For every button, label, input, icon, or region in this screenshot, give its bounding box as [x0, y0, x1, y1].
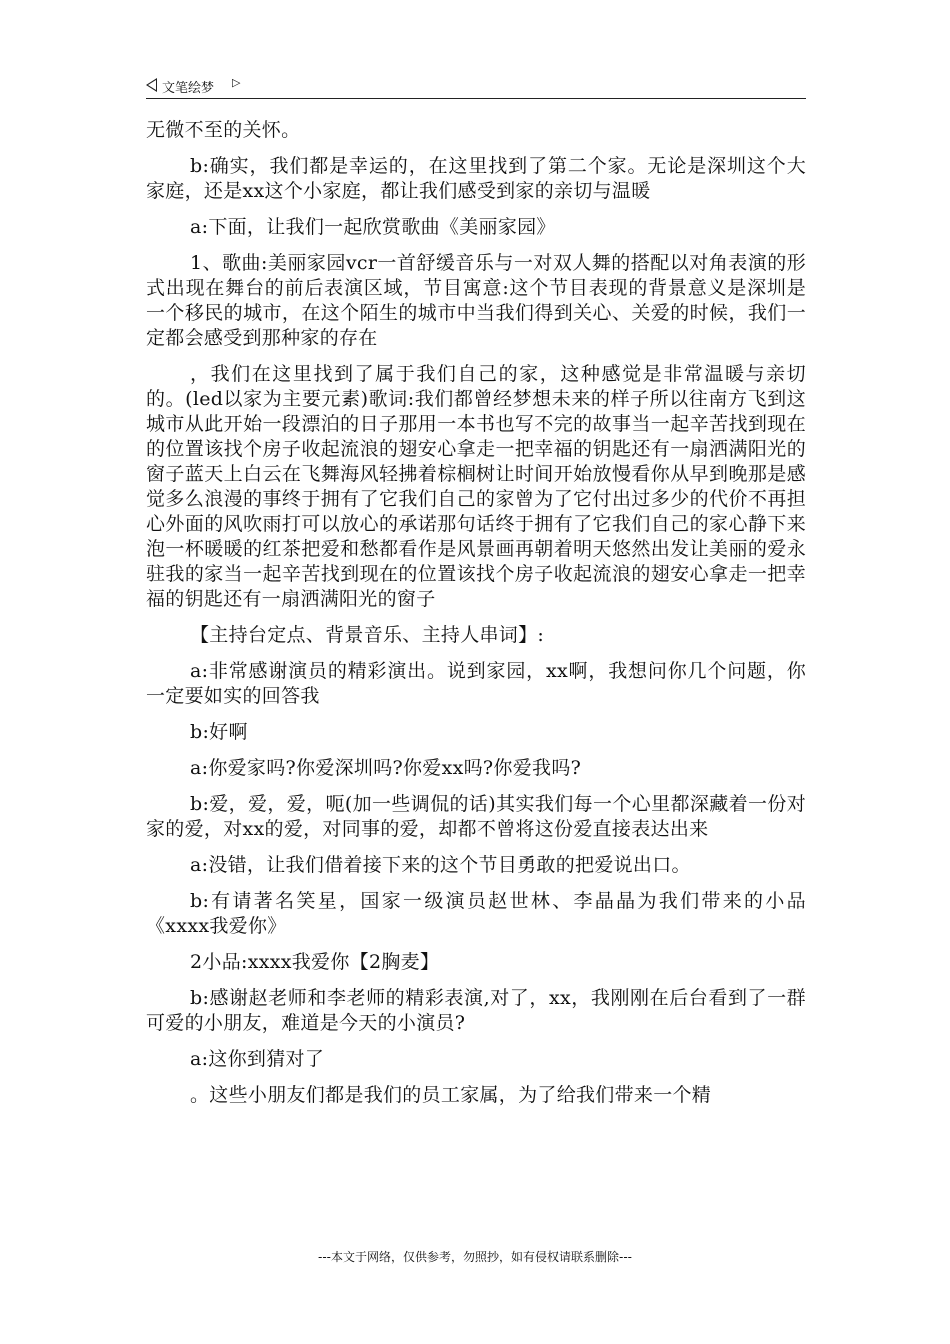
document-body [146, 118, 806, 1119]
paragraph: 无微不至的关怀。 [146, 119, 301, 141]
paragraph: a:下面，让我们一起欣赏歌曲《美丽家园》 [190, 216, 556, 238]
paragraph: 【主持台定点、背景音乐、主持人串词】: [190, 624, 545, 646]
triangle-left-icon [146, 78, 157, 92]
page-footer: ---本文于网络，仅供参考，勿照抄，如有侵权请联系删除--- [318, 1250, 632, 1264]
paragraph: b:感谢赵老师和李老师的精彩表演,对了，xx，我刚刚在后台看到了一群可爱的小朋友，难道是今天的小演员? [146, 987, 806, 1034]
paragraph: a:非常感谢演员的精彩演出。说到家园，xx啊，我想问你几个问题，你一定要如实的回答我 [146, 660, 806, 707]
page-header [146, 72, 806, 99]
paragraph: b:确实，我们都是幸运的，在这里找到了第二个家。无论是深圳这个大家庭，还是xx这个小家庭，都让我们感受到家的亲切与温暖 [146, 155, 806, 202]
triangle-right-icon: ▷ [232, 76, 241, 89]
paragraph: a:没错，让我们借着接下来的这个节目勇敢的把爱说出口。 [190, 854, 691, 876]
paragraph: b:爱，爱，爱，呃(加一些调侃的话)其实我们每一个心里都深藏着一份对家的爱，对xx的爱，对同事的爱，却都不曾将这份爱直接表达出来 [146, 793, 806, 840]
paragraph: b:有请著名笑星，国家一级演员赵世林、李晶晶为我们带来的小品《xxxx我爱你》 [146, 890, 806, 937]
paragraph: a:这你到猜对了 [190, 1048, 325, 1070]
paragraph: a:你爱家吗?你爱深圳吗?你爱xx吗?你爱我吗? [190, 757, 582, 779]
paragraph: 2小品:xxxx我爱你【2胸麦】 [190, 951, 440, 973]
paragraph: 。这些小朋友们都是我们的员工家属，为了给我们带来一个精 [190, 1084, 712, 1106]
paragraph: 1、歌曲:美丽家园vcr一首舒缓音乐与一对双人舞的搭配以对角表演的形式出现在舞台的前后表演区域，节目寓意:这个节目表现的背景意义是深圳是一个移民的城市，在这个陌生的城市中当我们得到关心、关爱的时候，我们一定都会感受到那种家的存在 [146, 252, 806, 349]
paragraph: ，我们在这里找到了属于我们自己的家，这种感觉是非常温暖与亲切的。(led以家为主要元素)歌词:我们都曾经梦想未来的样子所以往南方飞到这城市从此开始一段漂泊的日子那用一本书也写不完的故事当一起辛苦找到现在的位置该找个房子收起流浪的翅安心拿走一把幸福的钥匙还有一扇洒满阳光的窗子蓝天上白云在飞舞海风轻拂着棕榈树让时间开始放慢看你从早到晚那是感觉多么浪漫的事终于拥有了它我们自己的家曾为了它付出过多少的代价不再担心外面的风吹雨打可以放心的承诺那句话终于拥有了它我们自己的家心静下来泡一杯暖暖的红茶把爱和愁都看作是风景画再朝着明天悠然出发让美丽的爱永驻我的家当一起辛苦找到现在的位置该找个房子收起流浪的翅安心拿走一把幸福的钥匙还有一扇洒满阳光的窗子 [146, 363, 806, 610]
paragraph: b:好啊 [190, 721, 248, 743]
header-brand: 文笔绘梦 [162, 81, 215, 96]
